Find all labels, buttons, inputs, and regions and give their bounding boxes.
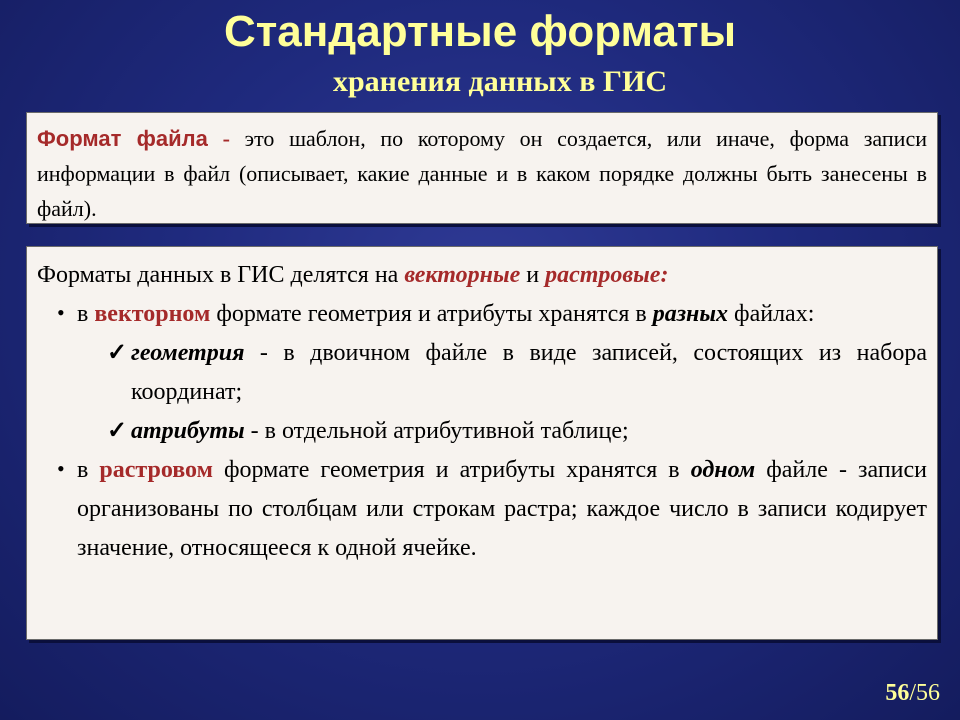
page-total: 56: [916, 680, 940, 706]
intro-raster: растровые: [545, 262, 661, 288]
intro-colon: :: [660, 262, 669, 288]
definition-term: Формат файла: [37, 126, 208, 151]
definition-dash: -: [222, 126, 230, 151]
checkmark-icon: ✓: [107, 340, 128, 366]
bullet-vector: [37, 295, 927, 334]
bullet-vector-prefix: в: [77, 301, 95, 327]
bullet-vector-emph: разных: [652, 301, 729, 327]
page-number: [885, 680, 940, 707]
bullet-raster-suffix: файле - записи организованы по столбцам или строкам растра; каждое число в записи кодирует значение, относящееся к одной ячейке.: [77, 457, 927, 561]
intro-prefix: Форматы данных в ГИС делятся на: [37, 262, 405, 288]
bullet-dot: •: [57, 456, 65, 481]
sub-attributes-text: - в отдельной атрибутивной таблице;: [244, 418, 629, 444]
intro-vector: векторные: [404, 262, 521, 288]
bullet-raster-middle: формате геометрия и атрибуты хранятся в: [212, 457, 691, 483]
definition-paragraph: [37, 121, 927, 226]
bullet-vector-highlight: векторном: [94, 301, 211, 327]
sub-attributes-term: атрибуты: [131, 418, 245, 444]
bullet-raster-prefix: в: [77, 457, 100, 483]
definition-box: [26, 112, 938, 224]
sub-geometry: [37, 334, 927, 412]
slide-subtitle: хранения данных в ГИС: [332, 65, 668, 98]
bullet-vector-suffix: файлах:: [728, 301, 815, 327]
definition-text: это шаблон, по которому он создается, или иначе, форма записи информации в файл (описывает, какие данные и в каком порядке должны быть занесены в файл).: [37, 126, 927, 221]
bullet-dot: •: [57, 300, 65, 325]
formats-intro: [37, 255, 927, 295]
bullet-raster: [37, 451, 927, 568]
slide-title: Стандартные форматы: [223, 7, 737, 56]
page-separator: /: [909, 680, 916, 706]
intro-and: и: [520, 262, 546, 288]
checkmark-icon: ✓: [107, 418, 128, 444]
sub-geometry-text: - в двоичном файле в виде записей, состоящих из набора координат;: [131, 340, 927, 405]
bullet-raster-highlight: растровом: [99, 457, 213, 483]
page-current: 56: [885, 680, 910, 706]
bullet-raster-emph: одном: [690, 457, 756, 483]
bullet-vector-middle: формате геометрия и атрибуты хранятся в: [210, 301, 653, 327]
sub-geometry-term: геометрия: [131, 340, 245, 366]
formats-box: [26, 246, 938, 640]
sub-attributes: [37, 412, 927, 451]
